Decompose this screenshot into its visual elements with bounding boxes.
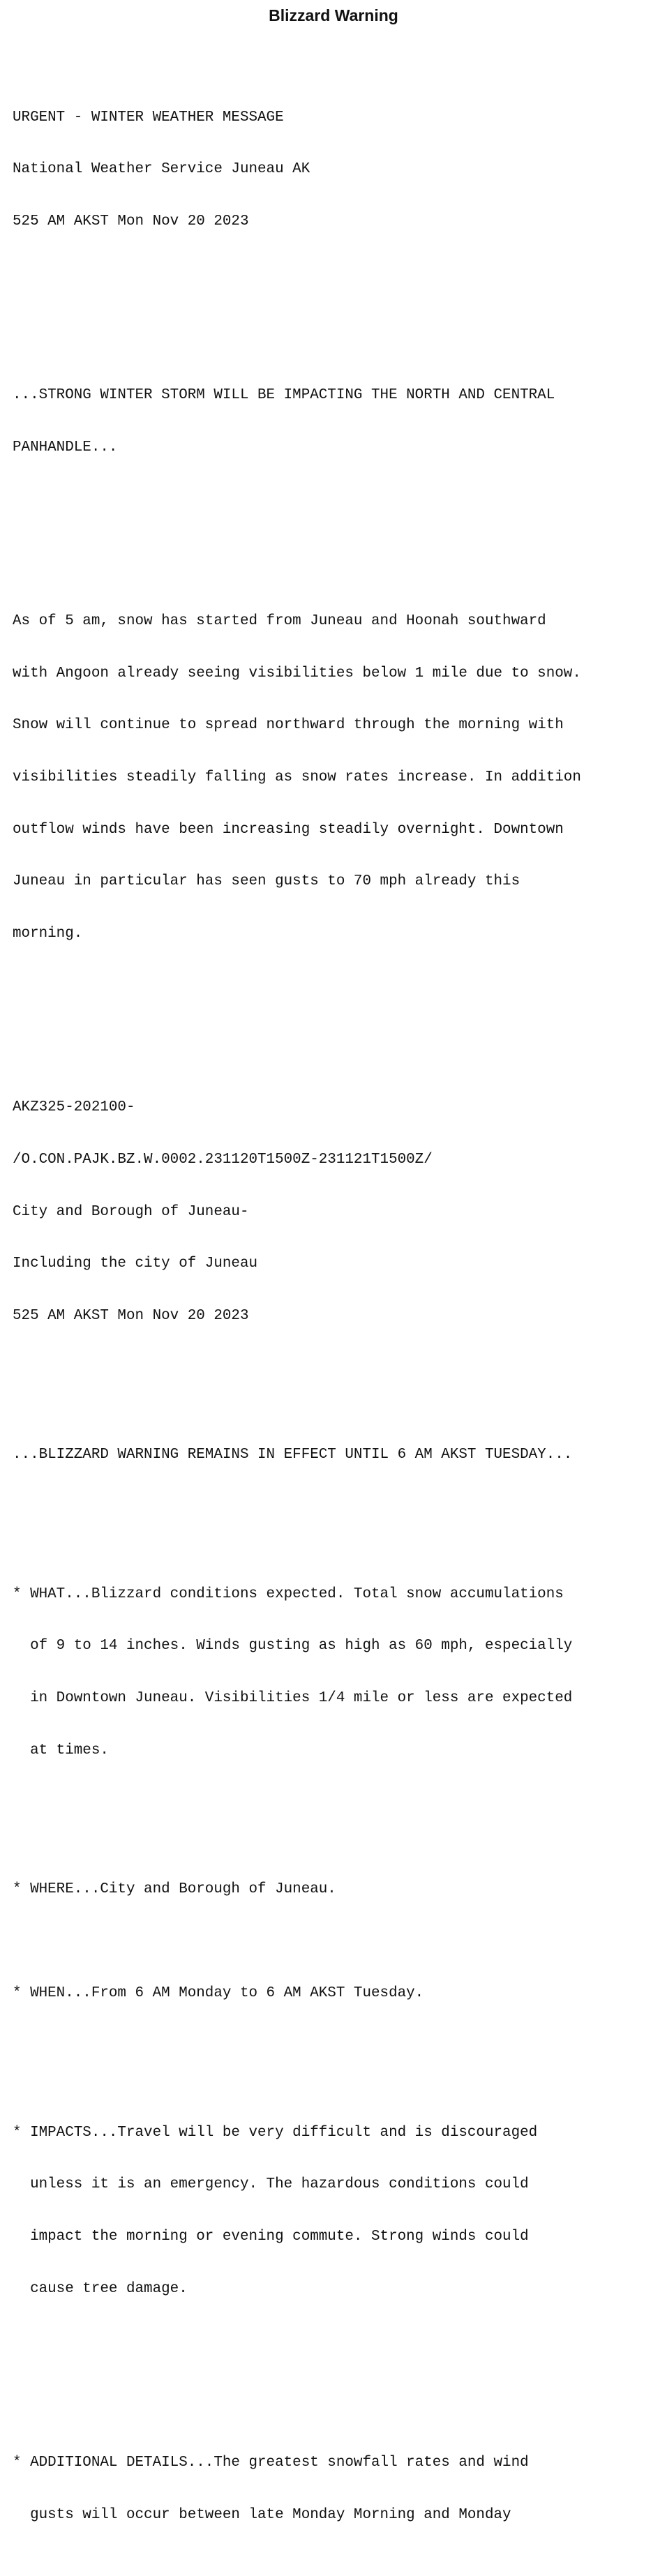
- what-line: * WHAT...Blizzard conditions expected. Total snow accumulations: [13, 1585, 564, 1602]
- what-section: [13, 1551, 581, 1795]
- zone-name-line: City and Borough of Juneau-: [13, 1203, 249, 1220]
- additional-details-line: gusts will occur between late Monday Morning and Monday: [13, 2506, 511, 2523]
- synopsis-line: Juneau in particular has seen gusts to 70 mph already this: [13, 873, 520, 890]
- spacer: [13, 526, 581, 543]
- spacer: [13, 1829, 581, 1846]
- impacts-line: * IMPACTS...Travel will be very difficult and is discouraged: [13, 2124, 538, 2141]
- storm-headline: [13, 352, 581, 491]
- additional-details-line: * ADDITIONAL DETAILS...The greatest snowfall rates and wind: [13, 2454, 529, 2471]
- synopsis-line: with Angoon already seeing visibilities below 1 mile due to snow.: [13, 665, 581, 681]
- impacts-line: impact the morning or evening commute. Strong winds could: [13, 2229, 529, 2245]
- weather-bulletin: [13, 40, 581, 2576]
- what-line: of 9 to 14 inches. Winds gusting as high as 60 mph, especially: [13, 1638, 573, 1655]
- additional-details-section: [13, 2420, 581, 2559]
- headline-line: PANHANDLE...: [13, 439, 118, 455]
- what-line: in Downtown Juneau. Visibilities 1/4 mile or less are expected: [13, 1690, 573, 1707]
- synopsis-line: outflow winds have been increasing steadily overnight. Downtown: [13, 821, 564, 838]
- message-header: [13, 75, 581, 266]
- spacer: [13, 2367, 581, 2385]
- synopsis-paragraph: [13, 578, 581, 978]
- synopsis-line: morning.: [13, 926, 83, 942]
- vtec-line: /O.CON.PAJK.BZ.W.0002.231120T1500Z-231121T1500Z/: [13, 1151, 433, 1168]
- issuing-office-line: National Weather Service Juneau AK: [13, 161, 310, 178]
- message-type-line: URGENT - WINTER WEATHER MESSAGE: [13, 109, 284, 126]
- spacer: [13, 2038, 581, 2055]
- when-section: * WHEN...From 6 AM Monday to 6 AM AKST Tuesday.: [13, 1985, 424, 2002]
- spacer: [13, 301, 581, 318]
- spacer: [13, 1395, 581, 1413]
- page-title: Blizzard Warning: [269, 6, 398, 24]
- zone-block: [13, 1064, 581, 1359]
- impacts-section: [13, 2090, 581, 2333]
- issue-time-line: 525 AM AKST Mon Nov 20 2023: [13, 213, 249, 230]
- zone-city-line: Including the city of Juneau: [13, 1256, 258, 1272]
- spacer: [13, 1013, 581, 1030]
- warning-headline: ...BLIZZARD WARNING REMAINS IN EFFECT UNTIL 6 AM AKST TUESDAY...: [13, 1447, 573, 1463]
- synopsis-line: Snow will continue to spread northward through the morning with: [13, 717, 564, 734]
- spacer: [13, 1499, 581, 1516]
- synopsis-line: visibilities steadily falling as snow rates increase. In addition: [13, 769, 581, 786]
- impacts-line: cause tree damage.: [13, 2280, 188, 2297]
- what-line: at times.: [13, 1742, 109, 1758]
- synopsis-line: As of 5 am, snow has started from Juneau and Hoonah southward: [13, 612, 546, 629]
- headline-line: ...STRONG WINTER STORM WILL BE IMPACTING THE NORTH AND CENTRAL: [13, 387, 555, 404]
- impacts-line: unless it is an emergency. The hazardous conditions could: [13, 2176, 529, 2193]
- zone-code-line: AKZ325-202100-: [13, 1099, 135, 1116]
- zone-time-line: 525 AM AKST Mon Nov 20 2023: [13, 1308, 249, 1325]
- where-section: * WHERE...City and Borough of Juneau.: [13, 1881, 336, 1897]
- spacer: [13, 1934, 581, 1951]
